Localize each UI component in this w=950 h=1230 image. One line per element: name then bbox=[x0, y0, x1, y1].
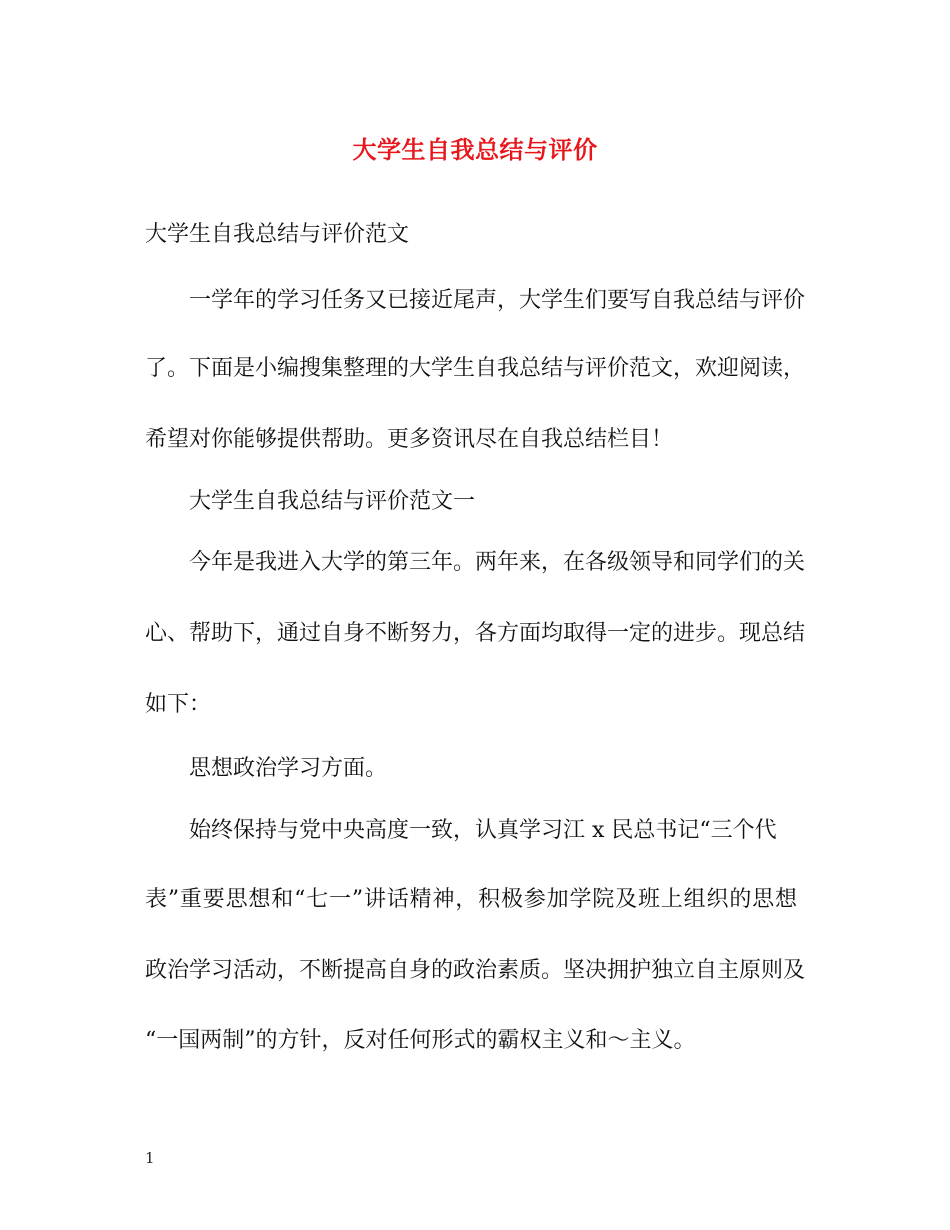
paragraph-5-line-3: 政治学习活动，不断提高自身的政治素质。坚决拥护独立自主原则及 bbox=[145, 958, 806, 983]
paragraph-3-line-3: 如下： bbox=[145, 692, 212, 717]
paragraph-5-line-4: “一国两制”的方针，反对任何形式的霸权主义和～主义。 bbox=[145, 1028, 696, 1053]
document-subtitle: 大学生自我总结与评价范文 bbox=[145, 222, 410, 247]
paragraph-1-line-1: 一学年的学习任务又已接近尾声，大学生们要写自我总结与评价 bbox=[189, 288, 806, 313]
document-title: 大学生自我总结与评价 bbox=[352, 135, 598, 164]
paragraph-3-line-2: 心、帮助下，通过自身不断努力，各方面均取得一定的进步。现总结 bbox=[145, 621, 806, 646]
paragraph-5-line-1: 始终保持与党中央高度一致，认真学习江 x 民总书记“三个代 bbox=[189, 818, 777, 843]
page-number: 1 bbox=[145, 1149, 155, 1167]
paragraph-3-line-1: 今年是我进入大学的第三年。两年来，在各级领导和同学们的关 bbox=[189, 550, 806, 575]
paragraph-1-line-2: 了。下面是小编搜集整理的大学生自我总结与评价范文，欢迎阅读， bbox=[145, 356, 806, 381]
section-heading-1: 大学生自我总结与评价范文一 bbox=[189, 489, 476, 514]
paragraph-1-line-3: 希望对你能够提供帮助。更多资讯尽在自我总结栏目！ bbox=[145, 427, 674, 452]
section-heading-2: 思想政治学习方面。 bbox=[189, 756, 388, 781]
paragraph-5-line-2: 表”重要思想和“七一”讲话精神，积极参加学院及班上组织的思想 bbox=[145, 887, 797, 912]
